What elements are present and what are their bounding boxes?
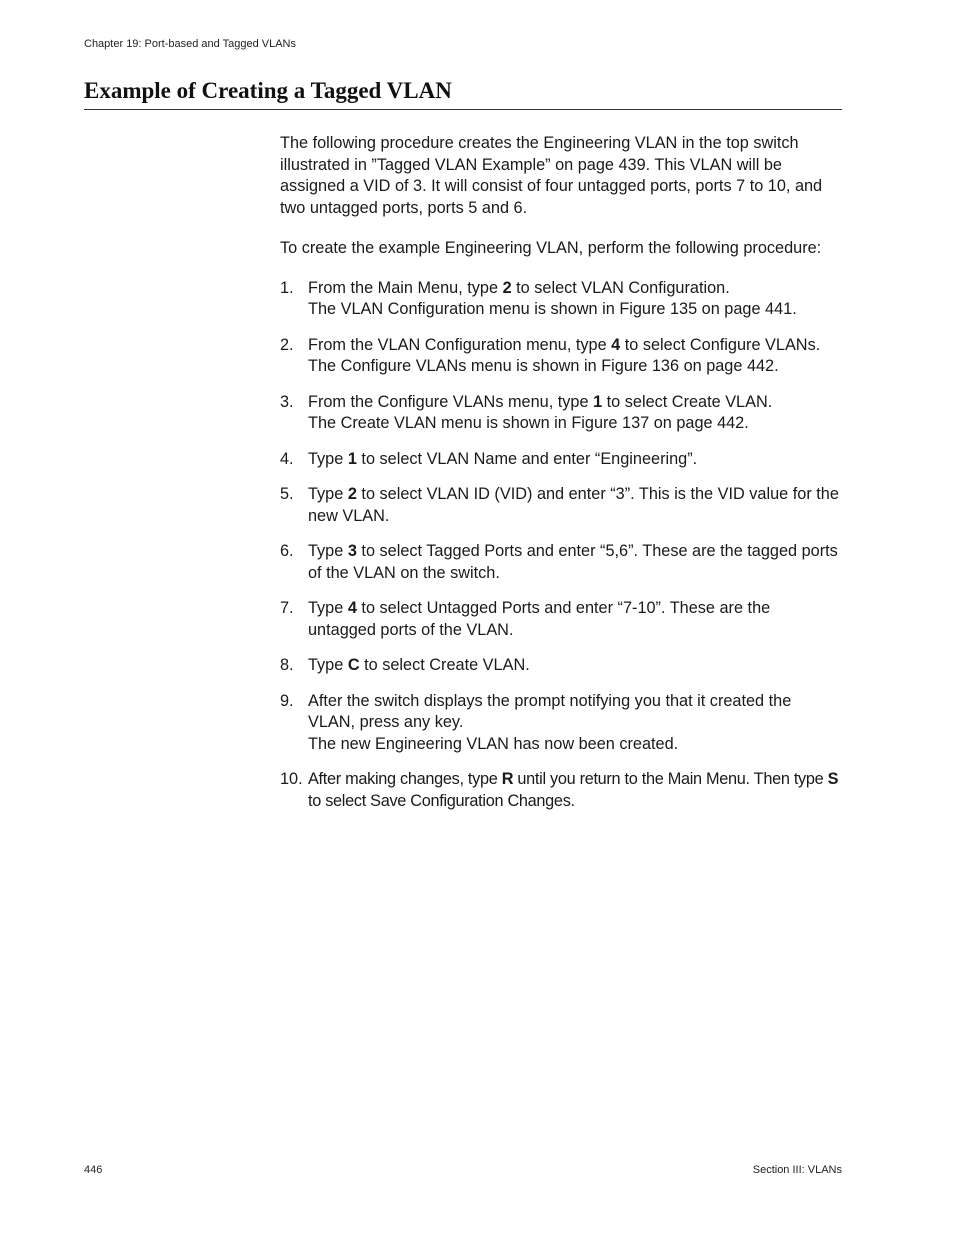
body-content bbox=[280, 133, 842, 826]
key-value: 1 bbox=[593, 392, 603, 411]
step-9 bbox=[280, 691, 842, 756]
key-value: 3 bbox=[347, 542, 357, 560]
step-note: The new Engineering VLAN has now been created. bbox=[308, 734, 679, 753]
step-number: 4. bbox=[280, 449, 294, 468]
section-label: Section III: VLANs bbox=[752, 1164, 842, 1176]
step-number: 9. bbox=[280, 691, 294, 710]
step-number: 3. bbox=[280, 392, 294, 411]
procedure-steps bbox=[280, 278, 842, 813]
step-number: 8. bbox=[280, 656, 294, 674]
key-value: C bbox=[347, 656, 360, 674]
step-2 bbox=[280, 335, 842, 378]
step-number: 10. bbox=[280, 770, 303, 788]
key-value: 1 bbox=[347, 449, 357, 468]
step-instruction: Type 4 to select Untagged Ports and enter “7-10”. These are the untagged ports of the VLAN. bbox=[308, 599, 771, 639]
step-6 bbox=[280, 541, 842, 584]
step-1 bbox=[280, 278, 842, 321]
step-note: The VLAN Configuration menu is shown in Figure 135 on page 441. bbox=[308, 300, 797, 318]
step-number: 7. bbox=[280, 599, 294, 617]
step-note: The Create VLAN menu is shown in Figure 137 on page 442. bbox=[308, 414, 749, 432]
step-4 bbox=[280, 449, 842, 471]
step-5 bbox=[280, 484, 842, 527]
key-value: 4 bbox=[347, 599, 357, 617]
step-instruction: After making changes, type R until you return to the Main Menu. Then type S to select Save Configuration Changes. bbox=[308, 770, 839, 810]
key-value: R bbox=[501, 770, 514, 788]
procedure-intro: To create the example Engineering VLAN, perform the following procedure: bbox=[280, 239, 822, 257]
step-7 bbox=[280, 598, 842, 641]
step-instruction: From the Configure VLANs menu, type 1 to select Create VLAN. bbox=[308, 392, 773, 411]
step-instruction: Type 1 to select VLAN Name and enter “Engineering”. bbox=[308, 449, 698, 468]
step-instruction: From the VLAN Configuration menu, type 4 to select Configure VLANs. bbox=[308, 335, 821, 354]
key-value: S bbox=[827, 770, 839, 788]
key-value: 2 bbox=[502, 278, 512, 297]
title-divider bbox=[84, 109, 842, 110]
step-instruction: After the switch displays the prompt notifying you that it created the VLAN, press any key. bbox=[308, 691, 792, 731]
step-number: 6. bbox=[280, 542, 294, 560]
step-instruction: Type 2 to select VLAN ID (VID) and enter “3”. This is the VID value for the new VLAN. bbox=[308, 485, 839, 525]
step-8 bbox=[280, 655, 842, 677]
page-number: 446 bbox=[84, 1164, 103, 1176]
step-3 bbox=[280, 392, 842, 435]
step-number: 5. bbox=[280, 485, 294, 503]
step-instruction: Type 3 to select Tagged Ports and enter “5,6”. These are the tagged ports of the VLAN on the switch. bbox=[308, 542, 838, 582]
key-value: 2 bbox=[347, 485, 357, 503]
step-10 bbox=[280, 769, 842, 812]
step-instruction: Type C to select Create VLAN. bbox=[308, 656, 530, 674]
running-head: Chapter 19: Port-based and Tagged VLANs bbox=[84, 38, 296, 50]
step-instruction: From the Main Menu, type 2 to select VLAN Configuration. bbox=[308, 278, 730, 297]
key-value: 4 bbox=[611, 335, 621, 354]
step-note: The Configure VLANs menu is shown in Figure 136 on page 442. bbox=[308, 357, 779, 375]
step-number: 1. bbox=[280, 278, 294, 297]
intro-paragraph: The following procedure creates the Engineering VLAN in the top switch illustrated in ”Tagged VLAN Example” on page 439. This VLAN will be assigned a VID of 3. It will consist of four untagged ports, ports 7 to 10, and two untagged ports, ports 5 and 6. bbox=[280, 134, 823, 217]
section-title: Example of Creating a Tagged VLAN bbox=[84, 78, 452, 103]
step-number: 2. bbox=[280, 335, 294, 354]
